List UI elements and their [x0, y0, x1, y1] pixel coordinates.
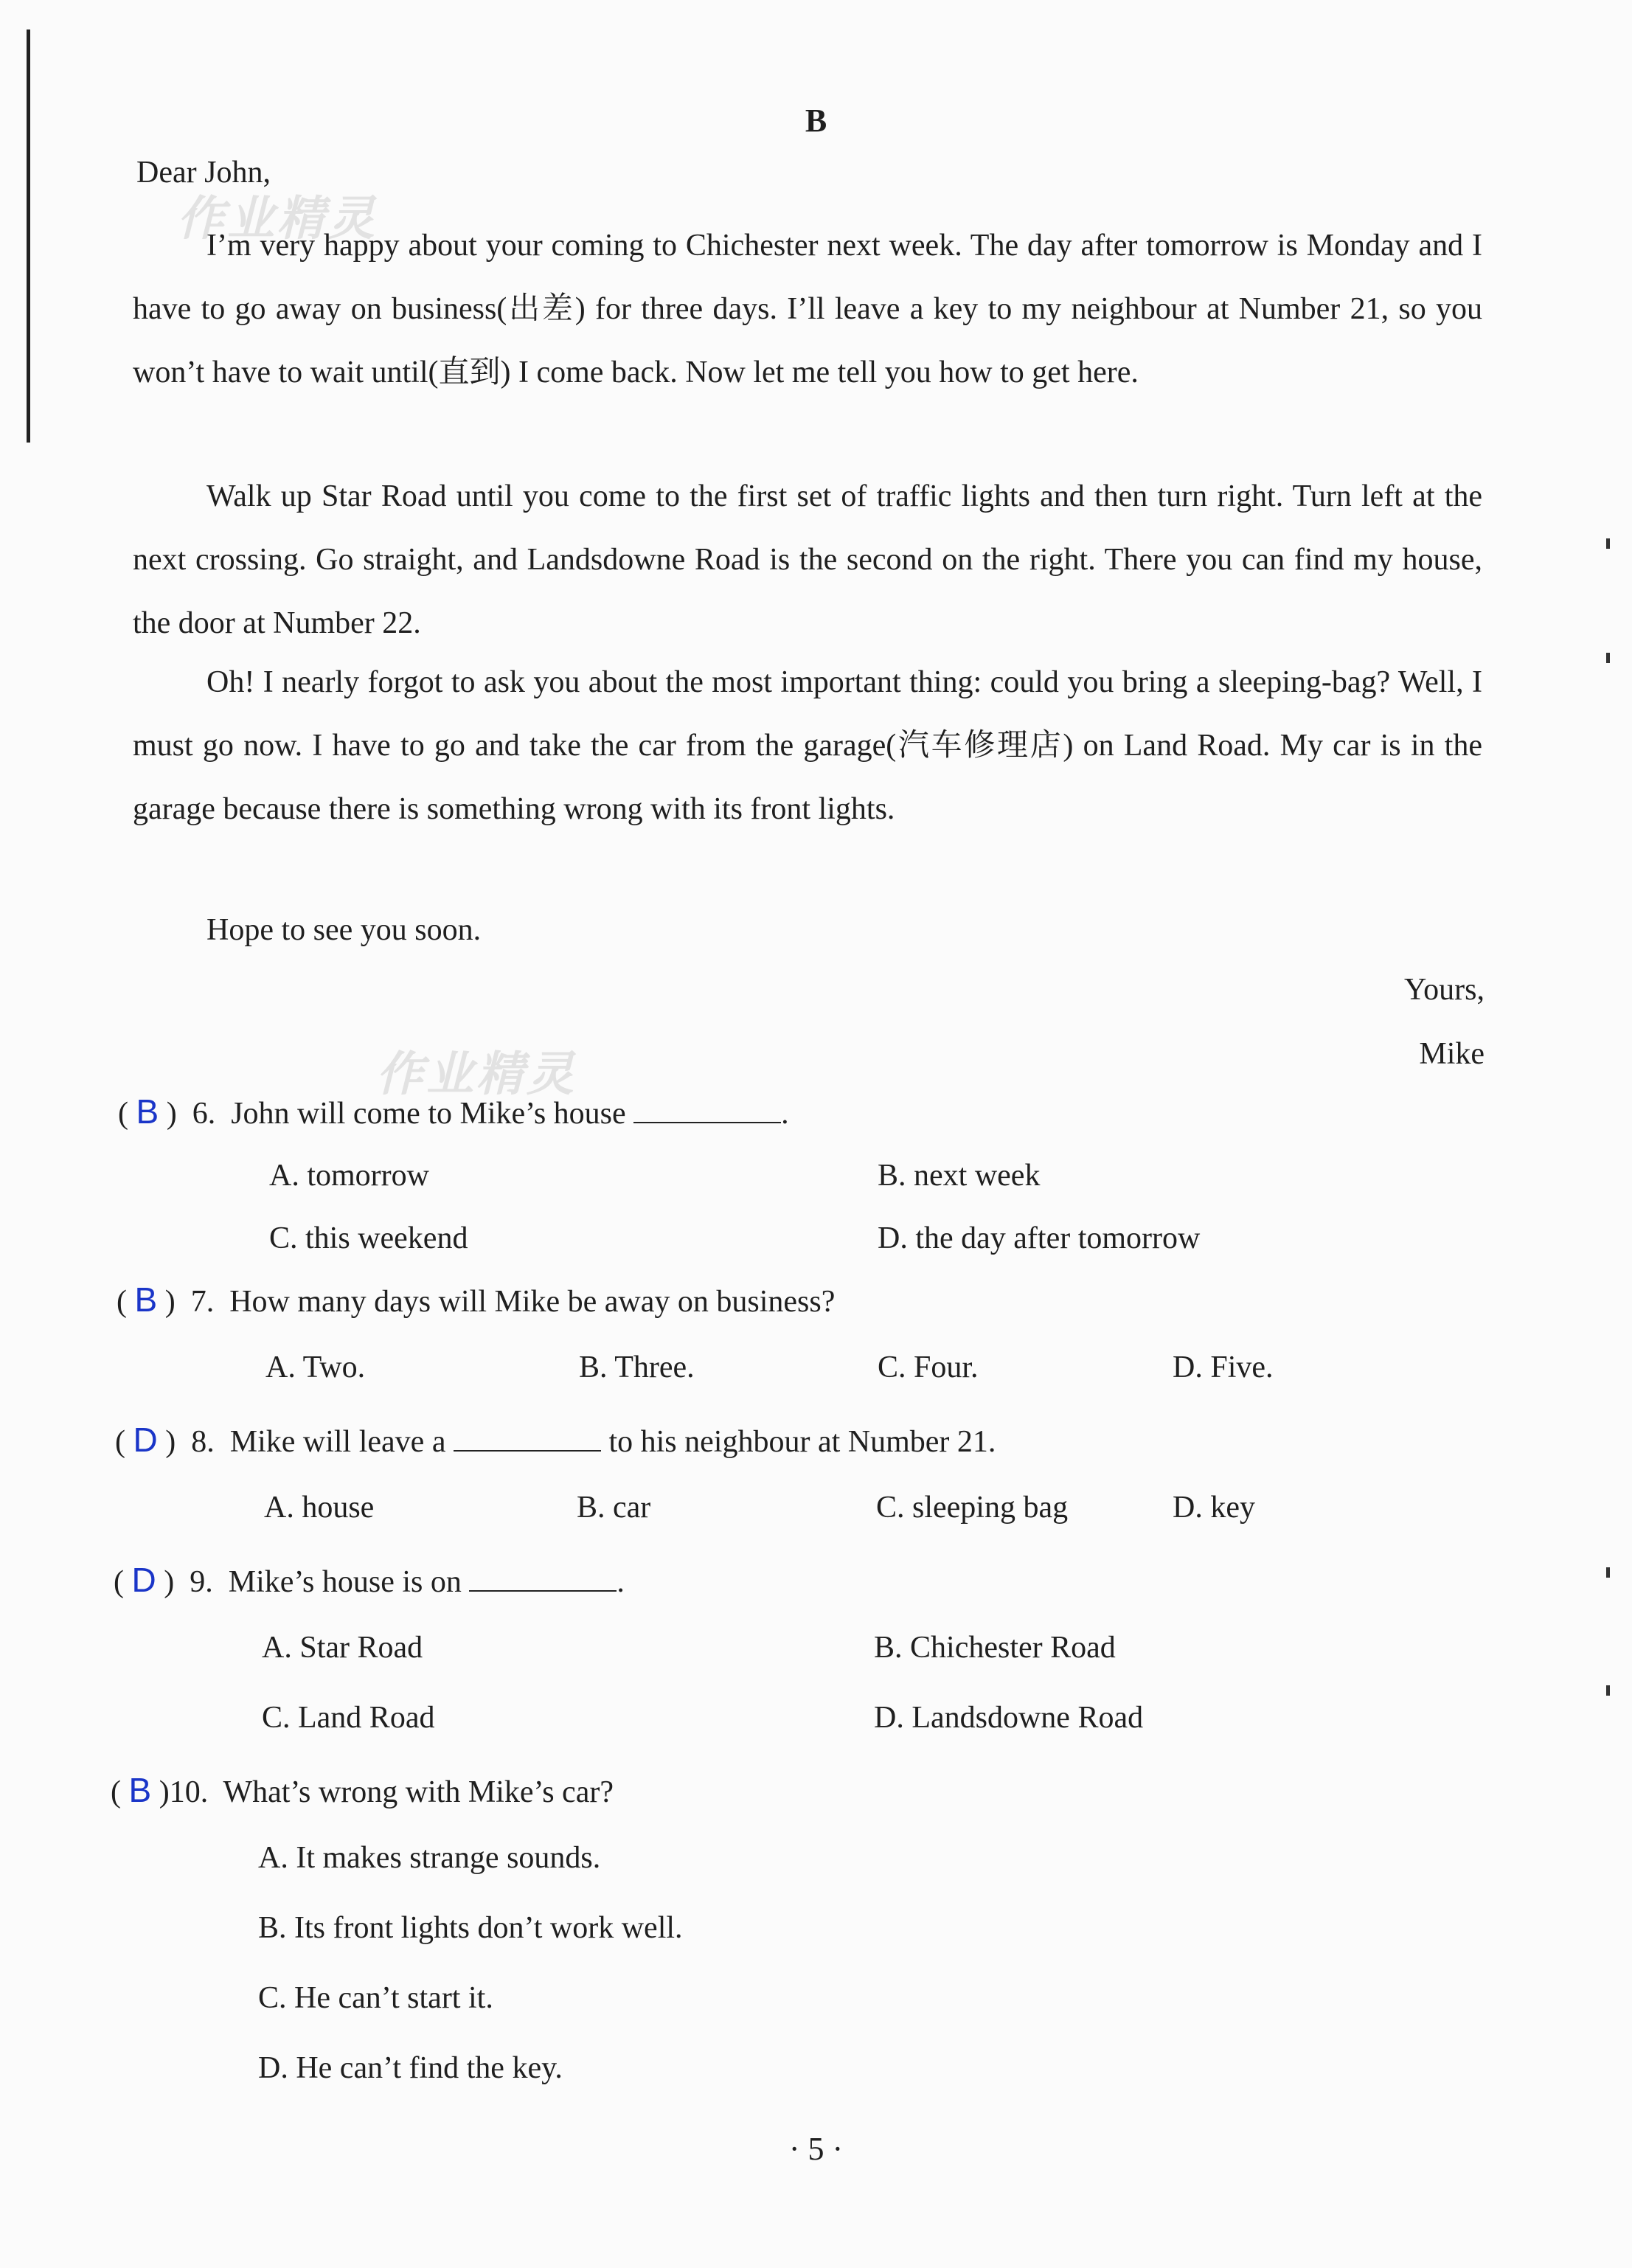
question-text: Mike will leave a: [229, 1425, 446, 1459]
margin-mark: [1606, 538, 1610, 549]
letter-paragraph: I’m very happy about your coming to Chichester next week. The day after tomorrow is Monday and I have to go away on business(出差) for three days. I’ll leave a key to my neighbour at Number 21, so you won’t have to wait until(直到) I come back. Now let me tell you how to get here.: [133, 229, 1482, 389]
option: B. Chichester Road: [874, 1631, 1116, 1665]
question-text-end: to his neighbour at Number 21.: [608, 1425, 996, 1459]
option: A. house: [264, 1491, 375, 1525]
margin-mark: [1606, 653, 1610, 663]
question-number: 7.: [190, 1285, 215, 1319]
question-10: ( B )10. What’s wrong with Mike’s car?: [111, 1771, 614, 1809]
option: C. this weekend: [269, 1221, 468, 1255]
option: A. tomorrow: [269, 1159, 429, 1193]
option: D. key: [1173, 1491, 1255, 1525]
option: D. Five.: [1173, 1350, 1274, 1384]
question-8: ( D ) 8. Mike will leave a to his neighbour at Number 21.: [115, 1421, 996, 1459]
binding-line: [27, 30, 30, 443]
question-number: 8.: [191, 1425, 215, 1459]
watermark: 作业精灵: [177, 192, 378, 246]
option: C. Four.: [878, 1350, 979, 1384]
option: B. Its front lights don’t work well.: [258, 1911, 683, 1945]
letter-paragraph: Oh! I nearly forgot to ask you about the most important thing: could you bring a sleeping-bag? Well, I must go now. I have to go and take the car from the garage(汽车修理店) on Land Road. My car is in the garage because there is something wrong with its front lights.: [133, 665, 1482, 826]
answer-6: B: [136, 1092, 159, 1131]
option: D. the day after tomorrow: [878, 1221, 1201, 1255]
margin-mark: [1606, 1685, 1610, 1696]
letter-paragraph: Walk up Star Road until you come to the first set of traffic lights and then turn right. Turn left at the next crossing. Go straight, and Landsdowne Road is the second on the right. There you can find my house, the door at Number 22.: [133, 479, 1482, 640]
answer-blank: [454, 1428, 601, 1452]
question-9: ( D ) 9. Mike’s house is on .: [114, 1561, 625, 1599]
option: A. It makes strange sounds.: [258, 1841, 601, 1875]
letter-paragraph: Hope to see you soon.: [206, 913, 482, 947]
margin-mark: [1606, 1567, 1610, 1578]
question-text: What’s wrong with Mike’s car?: [223, 1775, 614, 1809]
question-6: ( B ) 6. John will come to Mike’s house .: [118, 1092, 789, 1131]
option: A. Two.: [265, 1350, 366, 1384]
option: B. Three.: [579, 1350, 695, 1384]
question-number: 10.: [169, 1775, 209, 1809]
option: B. car: [577, 1491, 651, 1525]
question-number: 9.: [190, 1565, 213, 1599]
option: B. next week: [878, 1159, 1041, 1193]
question-text: John will come to Mike’s house: [231, 1097, 626, 1131]
letter-signature: Mike: [1419, 1037, 1485, 1071]
answer-8: D: [133, 1421, 158, 1459]
page-number: · 5 ·: [788, 2131, 844, 2167]
option: D. Landsdowne Road: [874, 1701, 1144, 1735]
answer-blank: [469, 1568, 617, 1592]
section-heading: B: [805, 103, 827, 139]
letter-closing: Yours,: [1404, 973, 1485, 1007]
option: C. Land Road: [262, 1701, 435, 1735]
letter-salutation: Dear John,: [136, 156, 271, 190]
option: C. sleeping bag: [876, 1491, 1069, 1525]
question-7: ( B ) 7. How many days will Mike be away on business?: [117, 1280, 836, 1319]
option: C. He can’t start it.: [258, 1981, 493, 2015]
question-text: How many days will Mike be away on business?: [229, 1285, 836, 1319]
option: D. He can’t find the key.: [258, 2051, 563, 2085]
question-text-end: .: [617, 1565, 625, 1599]
answer-10: B: [128, 1771, 152, 1809]
watermark: 作业精灵: [376, 1047, 577, 1102]
question-text: Mike’s house is on: [228, 1565, 462, 1599]
option: A. Star Road: [262, 1631, 423, 1665]
answer-9: D: [131, 1561, 156, 1599]
question-number: 6.: [192, 1097, 216, 1131]
answer-7: B: [134, 1280, 158, 1319]
question-text-end: .: [781, 1097, 789, 1131]
answer-blank: [633, 1100, 781, 1123]
